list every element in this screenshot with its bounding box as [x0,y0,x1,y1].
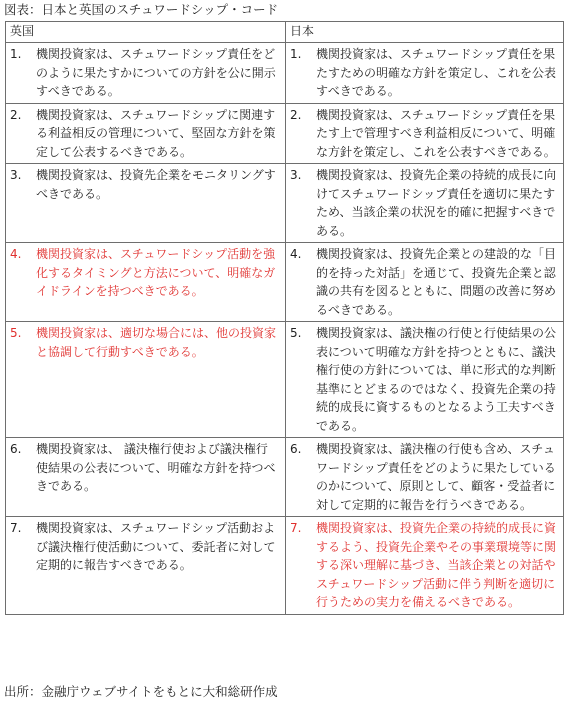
principle-cell-uk [6,164,286,243]
principle-cell-japan [286,243,564,322]
principle-number: 7. [290,521,302,535]
principle-cell-uk [6,438,286,517]
table-body [6,43,564,615]
principle-number: 6. [10,442,22,456]
principle-number: 2. [10,107,22,122]
principle-text: 機関投資家は、スチュワードシップ責任を果たすための明確な方針を策定し、これを公表すべきである。 [316,47,557,98]
principle-number: 5. [290,326,302,340]
principle-cell-uk [6,243,286,322]
figure-title: 図表：日本と英国のスチュワードシップ・コード [4,2,279,17]
principle-text: 機関投資家は、投資先企業の持続的成長に向けてスチュワードシップ責任を適切に果たすため、当該企業の状況を的確に把握すべきである。 [316,168,557,238]
table-row [6,103,564,164]
comparison-table [5,21,564,615]
principle-number: 2. [290,107,302,122]
principle-number: 6. [290,442,302,456]
principle-text: 機関投資家は、投資先企業の持続的成長に資するよう、投資先企業やその事業環境等に関する深い理解に基づき、当該企業との対話やスチュワードシップ活動に伴う判断を適切に行うための実力を備えるべきである。 [316,521,557,609]
table-row [6,164,564,243]
principle-cell-uk [6,103,286,164]
principle-text: 機関投資家は、スチュワードシップに関連する利益相反の管理について、堅固な方針を策定して公表するべきである。 [36,107,276,159]
table-row [6,243,564,322]
principle-text: 機関投資家は、投資先企業との建設的な「目的を持った対話」を通じて、投資先企業と認識の共有を図るとともに、問題の改善に努めるべきである。 [316,247,557,317]
table-row [6,517,564,615]
principle-cell-uk [6,43,286,104]
principle-number: 7. [10,521,22,535]
principle-text: 機関投資家は、スチュワードシップ活動および議決権行使活動について、委託者に対して定期的に報告すべきである。 [36,521,276,572]
principle-cell-japan [286,517,564,615]
table-row [6,43,564,104]
principle-cell-japan [286,43,564,104]
source-note: 出所：金融庁ウェブサイトをもとに大和総研作成 [4,684,278,699]
principle-number: 4. [10,247,22,261]
principle-text: 機関投資家は、スチュワードシップ活動を強化するタイミングと方法について、明確なガイドラインを持つべきである。 [36,247,276,298]
principle-number: 3. [290,168,302,182]
principle-number: 4. [290,247,302,261]
table-header-row [6,22,564,43]
column-header-japan: 日本 [286,22,564,43]
principle-number: 1. [10,47,22,61]
principle-cell-japan [286,322,564,438]
principle-text: 機関投資家は、スチュワードシップ責任をどのように果たすかについての方針を公に開示すべきである。 [36,47,276,98]
principle-cell-japan [286,103,564,164]
principle-number: 3. [10,168,22,182]
principle-text: 機関投資家は、議決権の行使も含め、スチュワードシップ責任をどのように果たしているのかについて、原則として、顧客・受益者に対して定期的に報告を行うべきである。 [316,442,556,512]
principle-text: 機関投資家は、議決権の行使と行使結果の公表について明確な方針を持つとともに、議決権行使の方針については、単に形式的な判断基準にとどまるのではなく、投資先企業の持続的成長に資するものとなるよう工夫すべきである。 [316,326,557,433]
principle-text: 機関投資家は、適切な場合には、他の投資家と協調して行動すべきである。 [36,326,277,359]
principle-number: 1. [290,47,302,61]
table-row [6,322,564,438]
principle-number: 5. [10,326,22,340]
principle-cell-uk [6,517,286,615]
principle-cell-japan [286,164,564,243]
principle-cell-japan [286,438,564,517]
principle-text: 機関投資家は、スチュワードシップ責任を果たす上で管理すべき利益相反について、明確な方針を策定し、これを公表すべきである。 [316,107,556,159]
principle-text: 機関投資家は、投資先企業をモニタリングすべきである。 [36,168,276,201]
principle-text: 機関投資家は、 議決権行使および議決権行使結果の公表について、明確な方針を持つべきである。 [36,442,276,493]
principle-cell-uk [6,322,286,438]
column-header-uk: 英国 [6,22,286,43]
table-row [6,438,564,517]
